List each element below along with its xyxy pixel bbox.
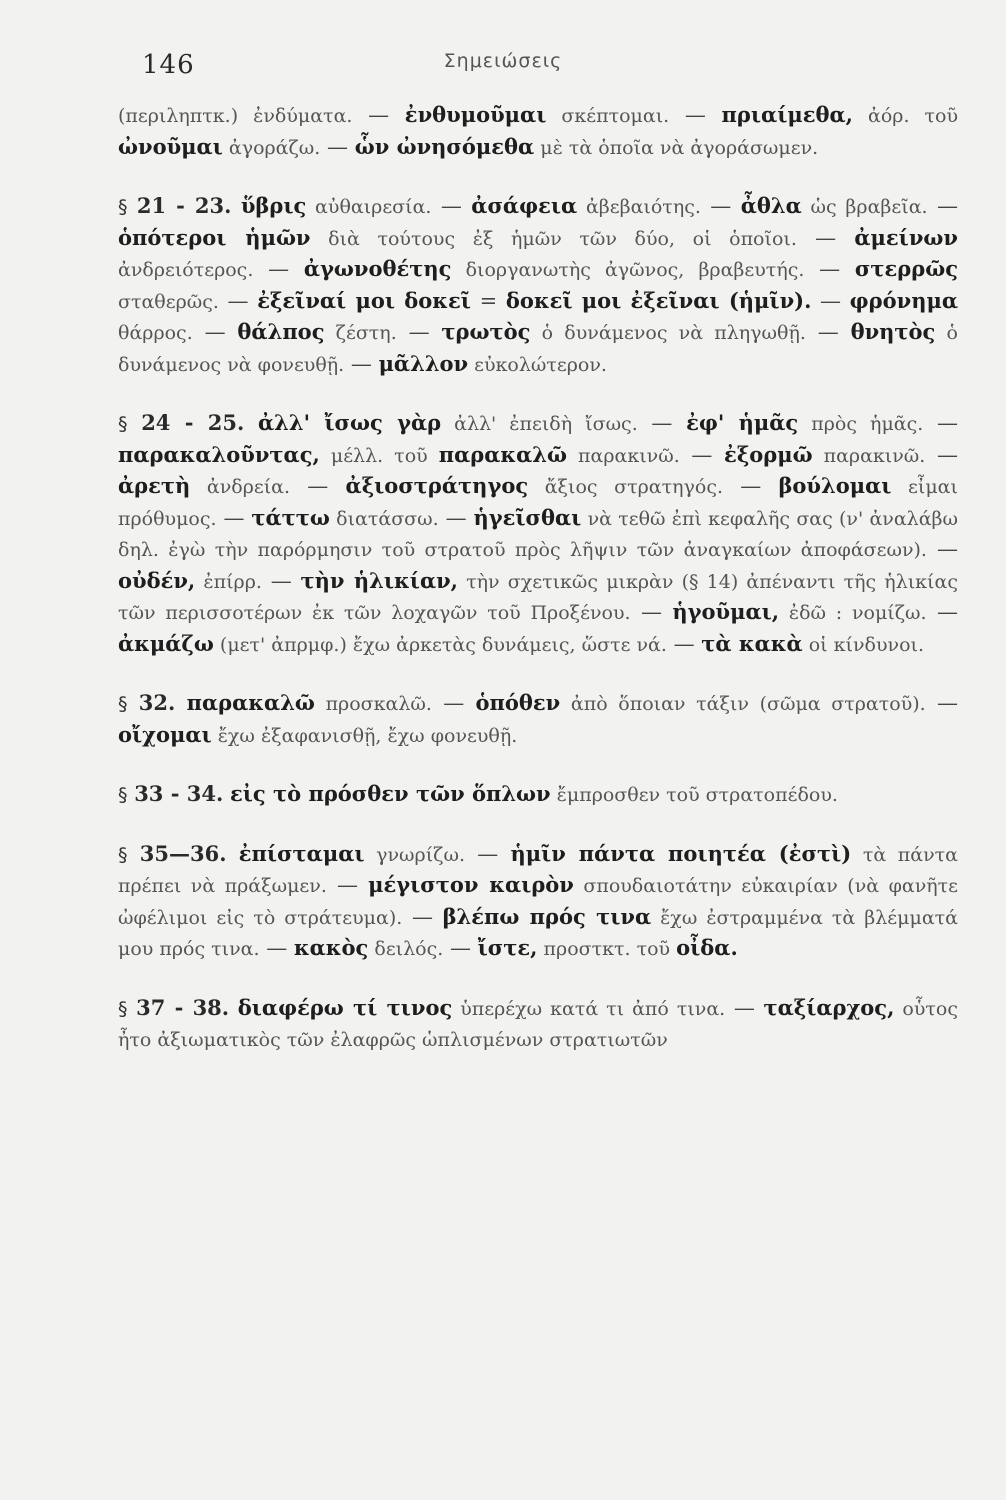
section-number: 33 - 34.: [134, 781, 224, 806]
headword: θνητὸς: [850, 319, 936, 344]
gloss: ἀγοράζω.: [222, 136, 321, 159]
separator: —: [637, 411, 687, 435]
separator: —: [796, 225, 855, 250]
headword: ὕβρις: [240, 193, 307, 218]
headword: μέγιστον καιρὸν: [368, 872, 574, 897]
headword: θάλπος: [237, 319, 325, 344]
gloss: ἀνδρειότερος.: [118, 259, 254, 281]
section-sign: §: [118, 843, 128, 866]
section-sign: §: [118, 784, 128, 806]
separator: —: [431, 194, 472, 218]
section-number: 21 - 23.: [136, 193, 232, 218]
headword: ἀσάφεια: [471, 193, 578, 218]
gloss: ἔχω ἐξαφανισθῇ, ἔχω φονευθῇ.: [211, 724, 518, 747]
headword: ἀξιοστράτηγος: [345, 473, 529, 498]
headword: ἐπίσταμαι: [238, 840, 365, 866]
headword: ἐξορμῶ: [724, 441, 813, 467]
separator: —: [925, 691, 959, 715]
gloss: (μετ' ἀπρμφ.) ἔχω ἀρκετὰς δυνάμεις, ὥστε νά.: [213, 633, 667, 656]
separator: —: [290, 474, 346, 498]
headword: παρακαλῶ: [186, 690, 315, 715]
gloss: ὑπερέχω κατά τι ἀπό τινα.: [452, 997, 726, 1020]
gloss: εἶμαι πρόθυμος.: [118, 476, 958, 530]
headword: τρωτὸς: [441, 319, 531, 344]
headword: ἀλλ' ἴσως γὰρ: [257, 410, 442, 435]
headword: τάττω: [251, 504, 330, 530]
headword: εἰς τὸ πρόσθεν τῶν ὅπλων: [229, 781, 551, 806]
headword: ἐφ' ἡμᾶς: [686, 410, 799, 435]
gloss: οὗτος ἦτο ἀξιωματικὸς τῶν ἐλαφρῶς ὡπλισμένων στρατιωτῶν: [118, 997, 958, 1051]
section-number: 24 - 25.: [141, 410, 245, 435]
headword: βλέπω πρός τινα: [442, 903, 652, 929]
separator: —: [443, 936, 478, 960]
headword: μᾶλλον: [378, 350, 469, 376]
headword: οἴχομαι: [118, 721, 212, 747]
section-number: 32.: [138, 690, 176, 715]
headword: ὧν ὠνησόμεθα: [354, 133, 535, 159]
gloss: (περιληπτκ.) ἐνδύματα.: [118, 105, 353, 127]
note-paragraph: [118, 993, 958, 1056]
gloss: τὴν σχετικῶς μικρὰν (§ 14) ἀπέναντι τῆς ἡλικίας τῶν περισσοτέρων ἐκ τῶν λοχαγῶν τοῦ Προξένου.: [118, 570, 958, 624]
separator: —: [926, 600, 958, 624]
gloss: τὰ πάντα πρέπει νὰ πράξωμεν.: [118, 843, 958, 897]
separator: —: [723, 474, 779, 498]
separator: —: [320, 134, 355, 159]
separator: —: [666, 631, 702, 656]
gloss: ὡς βραβεῖα.: [801, 196, 928, 218]
gloss: ἀβεβαιότης.: [577, 196, 701, 218]
notes-body: [118, 100, 958, 1084]
separator: —: [192, 320, 238, 344]
separator: —: [259, 936, 294, 960]
gloss: ἐπίρρ.: [195, 570, 262, 593]
headword: ἐξεῖναί μοι δοκεῖ: [257, 287, 471, 313]
gloss: ἀνδρεία.: [190, 476, 291, 498]
gloss: σκέπτομαι.: [546, 105, 670, 127]
separator: —: [811, 288, 850, 313]
headword: παρακαλοῦντας,: [118, 441, 320, 467]
headword: οἶδα.: [676, 935, 738, 960]
headword: ὠνοῦμαι: [118, 133, 223, 159]
separator: =: [470, 288, 506, 313]
headword: ἡγεῖσθαι: [473, 504, 582, 530]
gloss: ζέστη.: [324, 322, 397, 344]
headword: κακὸς: [293, 935, 369, 960]
headword: βούλομαι: [778, 473, 892, 498]
gloss: ἔχω ἐστραμμένα τὰ βλέμματά μου πρός τινα.: [118, 906, 959, 960]
gloss: παρακινῶ.: [566, 444, 680, 467]
separator: —: [669, 103, 722, 127]
separator: —: [326, 873, 369, 897]
gloss: προσκαλῶ.: [314, 693, 432, 715]
section-number: 35—36.: [139, 840, 227, 866]
gloss: γνωρίζω.: [364, 843, 465, 866]
separator: —: [396, 320, 442, 344]
separator: —: [344, 351, 379, 376]
gloss: ἀπὸ ὅποιαν τάξιν (σῶμα στρατοῦ).: [560, 693, 926, 715]
headword: ἐνθυμοῦμαι: [404, 102, 547, 127]
gloss: δειλός.: [368, 938, 444, 960]
headword: ἀμείνων: [854, 224, 958, 250]
headword: πριαίμεθα,: [721, 102, 853, 127]
headword: δοκεῖ μοι ἐξεῖναι (ἡμῖν).: [505, 287, 812, 313]
separator: —: [926, 537, 958, 561]
headword: ἀγωνοθέτης: [303, 256, 452, 281]
separator: —: [218, 288, 258, 313]
gloss: ἀλλ' ἐπειδὴ ἴσως.: [441, 413, 638, 435]
headword: ἡγοῦμαι,: [672, 599, 780, 624]
separator: —: [923, 411, 958, 435]
headword: ὁπόθεν: [475, 690, 561, 715]
separator: —: [804, 257, 855, 281]
separator: —: [630, 600, 673, 624]
headword: διαφέρω τί τινος: [237, 994, 453, 1020]
headword: παρακαλῶ: [438, 441, 567, 467]
headword: τὴν ἡλικίαν,: [300, 567, 458, 593]
gloss: διατάσσω.: [329, 507, 439, 530]
headword: ἡμῖν πάντα ποιητέα (ἐστὶ): [510, 840, 852, 866]
headword: ὁπότεροι ἡμῶν: [118, 224, 311, 250]
separator: —: [431, 691, 476, 715]
separator: —: [805, 320, 851, 344]
separator: —: [216, 505, 252, 530]
note-paragraph: [118, 100, 958, 163]
section-sign: §: [118, 196, 128, 218]
separator: —: [352, 103, 405, 127]
headword: τὰ κακὰ: [701, 630, 803, 656]
section-number: 37 - 38.: [136, 994, 230, 1020]
gloss: μέλλ. τοῦ: [319, 444, 439, 467]
gloss: πρὸς ἡμᾶς.: [798, 413, 924, 435]
gloss: διοργανωτὴς ἀγῶνος, βραβευτής.: [451, 259, 805, 281]
separator: —: [725, 995, 764, 1020]
gloss: νὰ τεθῶ ἐπὶ κεφαλῆς σας (ν' ἀναλάβω δηλ. ἐγὼ τὴν παρόρμησιν τοῦ στρατοῦ πρὸς λῆψιν τῶν ἀναγκαίων ἀποφάσεων).: [118, 507, 959, 561]
note-paragraph: [118, 688, 958, 751]
headword: ἴστε,: [477, 935, 538, 960]
gloss: παρακινῶ.: [812, 444, 926, 467]
running-head: Σημειώσεις: [443, 50, 563, 72]
gloss: διὰ τούτους ἐξ ἡμῶν τῶν δύο, οἱ ὁποῖοι.: [310, 227, 797, 250]
separator: —: [925, 442, 958, 467]
section-sign: §: [118, 997, 128, 1020]
gloss: προστκτ. τοῦ: [537, 938, 677, 960]
gloss: ἐδῶ : νομίζω.: [779, 602, 927, 624]
headword: ἀρετὴ: [118, 473, 191, 498]
headword: οὐδέν,: [118, 567, 196, 593]
headword: ἀκμάζω: [118, 630, 214, 656]
gloss: ὁ δυνάμενος νὰ φονευθῇ.: [118, 322, 959, 376]
page-number: 146: [142, 50, 195, 80]
gloss: σταθερῶς.: [118, 290, 219, 313]
gloss: οἱ κίνδυνοι.: [802, 633, 924, 656]
gloss: ἀόρ. τοῦ: [852, 105, 959, 127]
headword: ταξίαρχος,: [763, 994, 895, 1020]
gloss: ὁ δυνάμενος νὰ πληγωθῇ.: [530, 322, 806, 344]
separator: —: [253, 257, 304, 281]
separator: —: [465, 841, 511, 866]
separator: —: [700, 194, 741, 218]
gloss: μὲ τὰ ὁποῖα νὰ ἀγοράσωμεν.: [534, 136, 819, 159]
gloss: σπουδαιοτάτην εὐκαιρίαν (νὰ φανῆτε ὠφέλιμοι εἰς τὸ στράτευμα).: [118, 875, 958, 929]
gloss: εὐκολώτερον.: [468, 353, 607, 376]
headword: στερρῶς: [854, 256, 959, 281]
note-paragraph: [118, 191, 958, 380]
separator: —: [679, 442, 725, 467]
gloss: ἄξιος στρατηγός.: [528, 476, 723, 498]
gloss: αὐθαιρεσία.: [306, 196, 432, 218]
gloss: θάρρος.: [118, 322, 193, 344]
section-sign: §: [118, 413, 128, 435]
note-paragraph: [118, 779, 958, 811]
section-sign: §: [118, 693, 128, 715]
gloss: ἔμπροσθεν τοῦ στρατοπέδου.: [550, 784, 838, 806]
separator: —: [438, 505, 474, 530]
separator: —: [261, 568, 301, 593]
note-paragraph: [118, 839, 958, 965]
separator: —: [927, 194, 958, 218]
headword: ἆθλα: [740, 193, 802, 218]
separator: —: [402, 904, 443, 929]
note-paragraph: [118, 408, 958, 660]
headword: φρόνημα: [849, 287, 958, 313]
